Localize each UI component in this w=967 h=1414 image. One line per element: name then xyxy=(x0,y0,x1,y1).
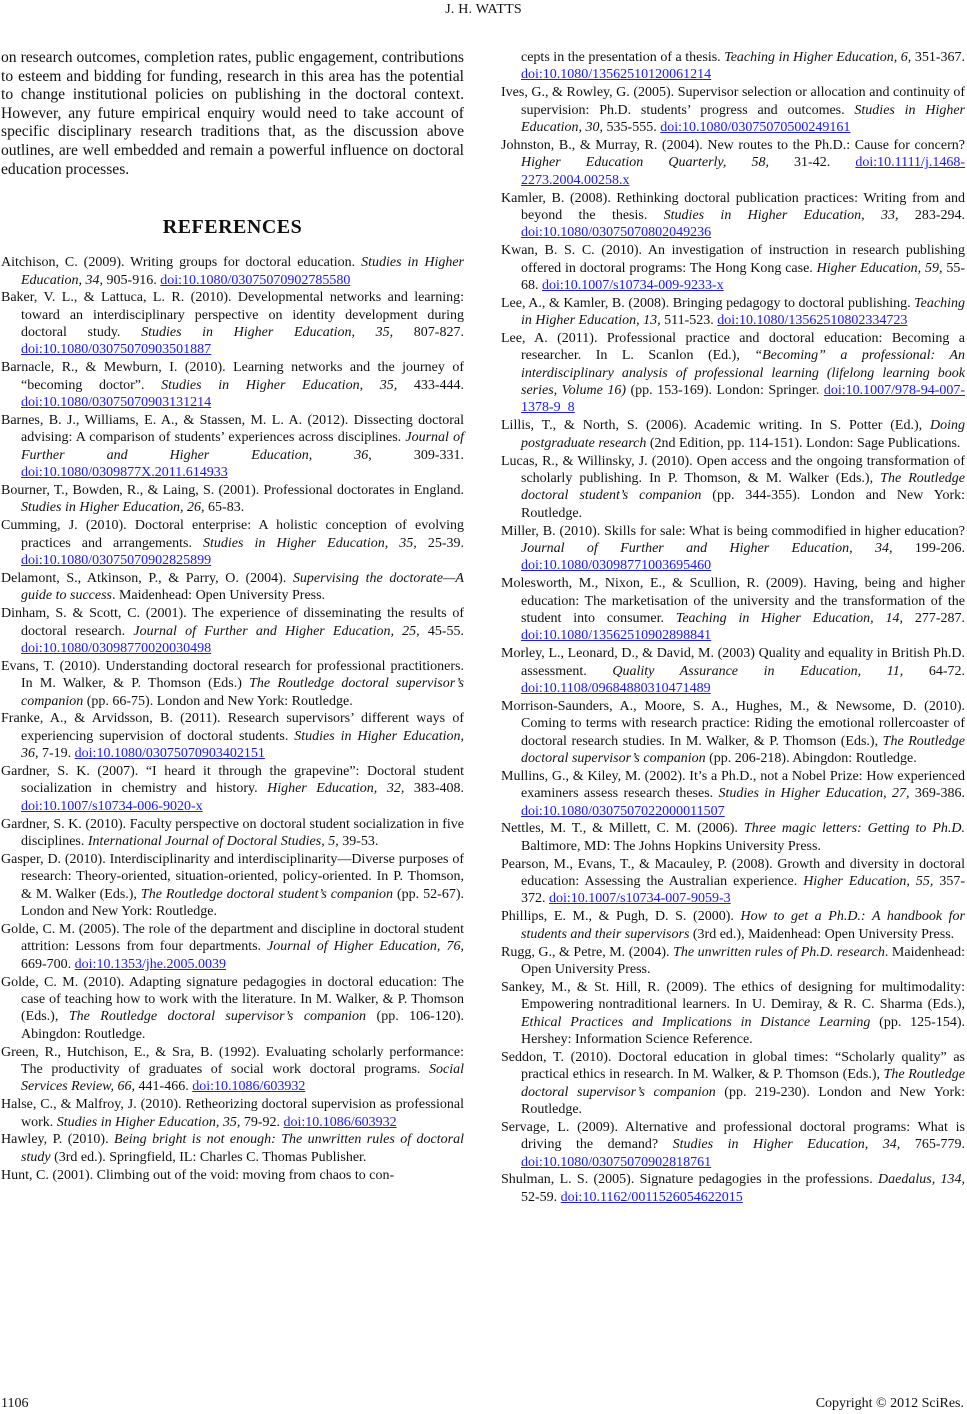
doi-link[interactable]: doi:10.1086/603932 xyxy=(192,1079,306,1095)
reference-source-title: Journal of Further and Higher Education, 36, xyxy=(21,430,464,463)
reference-text: 79-92. xyxy=(240,1114,284,1130)
doi-link[interactable]: doi:10.1108/09684880310471489 xyxy=(521,680,711,696)
reference-entry xyxy=(501,575,965,644)
reference-source-title: Studies in Higher Education, 26, xyxy=(21,500,205,516)
reference-text: Bourner, T., Bowden, R., & Laing, S. (2001). Professional doctorates in England. xyxy=(1,483,464,498)
reference-entry xyxy=(501,1119,965,1171)
doi-link[interactable]: doi:10.1080/03098770020030498 xyxy=(21,640,212,656)
reference-source-title: Studies in Higher Education, 33, xyxy=(663,207,899,223)
reference-source-title: Studies in Higher Education, 30, xyxy=(521,102,966,135)
reference-text: Hunt, C. (2001). Climbing out of the void: moving from chaos to con- xyxy=(1,1167,395,1183)
reference-source-title: Quality Assurance in Education, 11, xyxy=(612,663,904,679)
reference-source-title: Supervising the doctorate—A guide to success xyxy=(21,570,464,604)
reference-source-title: Higher Education, 55, xyxy=(803,874,934,890)
reference-source-title: “Becoming” a professional: An interdisciplinary analysis of professional learning (lifelong learning book series, Volume 16) xyxy=(521,348,965,399)
reference-text: 25-39. xyxy=(416,535,464,551)
reference-text: (pp. 344-355). London and New York: Routledge. xyxy=(521,488,965,521)
reference-text: Molesworth, M., Nixon, E., & Scullion, R. (2009). Having, being and higher education: The marketisation of the university and the transformation of the student into consumer. xyxy=(501,576,965,626)
reference-source-title: Doing postgraduate research xyxy=(521,418,965,451)
reference-text: . Maidenhead: Open University Press. xyxy=(111,588,326,604)
reference-text: Gardner, S. K. (2010). Faculty perspective on doctoral student socialization in five disciplines. xyxy=(1,816,464,850)
reference-entry xyxy=(501,190,965,242)
reference-text: Lillis, T., & North, S. (2006). Academic writing. In S. Potter (Ed.), xyxy=(501,418,930,434)
doi-link[interactable]: doi:10.1007/978-94-007-1378-9_8 xyxy=(521,383,966,416)
reference-entry xyxy=(501,1049,965,1118)
reference-entry xyxy=(501,84,965,136)
doi-link[interactable]: doi:10.1111/j.1468-2273.2004.00258.x xyxy=(521,155,965,188)
doi-link[interactable]: doi:10.1080/03075070902785580 xyxy=(160,272,351,288)
reference-source-title: Studies in Higher Education, 35, xyxy=(141,325,394,341)
reference-text: Baker, V. L., & Lattuca, L. R. (2010). Developmental networks and learning: toward an interdisciplinary perspective on identity development during doctoral study. xyxy=(1,290,464,341)
reference-source-title: Studies in Higher Education, 35, xyxy=(203,535,417,551)
doi-link[interactable]: doi:10.1080/03075070903501887 xyxy=(21,342,212,358)
reference-entry xyxy=(501,137,965,189)
reference-text: Nettles, M. T., & Millett, C. M. (2006). xyxy=(501,821,744,837)
reference-text: cepts in the presentation of a thesis. xyxy=(521,50,725,65)
reference-text: 765-779. xyxy=(900,1137,965,1153)
reference-text: Kamler, B. (2008). Rethinking doctoral publication practices: Writing from and beyond the thesis. xyxy=(501,190,965,223)
reference-entry xyxy=(501,768,965,820)
reference-entry xyxy=(501,417,965,452)
doi-link[interactable]: doi:10.1080/03075070902818761 xyxy=(521,1154,712,1170)
reference-text: 357-372. xyxy=(521,874,965,907)
reference-source-title: Journal of Higher Education, 76, xyxy=(267,939,464,955)
reference-text: 64-72. xyxy=(903,663,965,679)
body-paragraph: on research outcomes, completion rates, public engagement, contributions to esteem and bidding for funding, research in this area has the potential to change institutional policies on publishing in the doctoral context. However, any future empirical enquiry would need to take account of specific disciplinary research traditions that, as the discussion above outlines, are well embedded and remain a powerful influence on doctoral education processes. xyxy=(1,49,464,178)
reference-entry xyxy=(501,856,965,908)
reference-entry xyxy=(1,1044,464,1096)
doi-link[interactable]: doi:10.1080/03075070902825899 xyxy=(21,552,212,568)
doi-link[interactable]: doi:10.1007/s10734-007-9059-3 xyxy=(549,891,731,907)
reference-entry xyxy=(1,710,464,762)
reference-text: Baltimore, MD: The Johns Hopkins University Press. xyxy=(521,838,821,854)
copyright-notice: Copyright © 2012 SciRes. xyxy=(815,1396,964,1411)
reference-text: Delamont, S., Atkinson, P., & Parry, O. (2004). xyxy=(1,570,293,586)
reference-entry xyxy=(1,658,464,710)
reference-text: 277-287. xyxy=(903,610,965,626)
page-number: 1106 xyxy=(1,1396,29,1411)
reference-entry xyxy=(1,921,464,973)
reference-text: Golde, C. M. (2005). The role of the department and discipline in doctoral student attrition: Lessons from four departments. xyxy=(1,921,464,955)
reference-text: Gardner, S. K. (2007). “I heard it through the grapevine”: Doctoral student socialization in chemistry and history. xyxy=(1,764,464,797)
reference-text: (2nd Edition, pp. 114-151). London: Sage Publications. xyxy=(646,435,961,451)
reference-text: 7-19. xyxy=(38,746,75,762)
reference-text: Halse, C., & Malfroy, J. (2010). Retheorizing doctoral supervision as professional work. xyxy=(1,1097,464,1130)
reference-entry xyxy=(501,49,965,84)
reference-text: Green, R., Hutchison, E., & Sra, B. (1992). Evaluating scholarly performance: The productivity of graduates of social work doctoral programs. xyxy=(1,1044,464,1077)
reference-entry xyxy=(1,851,464,920)
doi-link[interactable]: doi:10.1080/13562510120061214 xyxy=(521,67,712,83)
reference-source-title: Studies in Higher Education, 35, xyxy=(56,1114,241,1130)
reference-text: (3rd ed.). Springfield, IL: Charles C. Thomas Publisher. xyxy=(50,1149,367,1165)
reference-entry xyxy=(1,570,464,605)
left-column xyxy=(1,49,464,1185)
reference-text: Barnes, B. J., Williams, E. A., & Stassen, M. L. A. (2012). Dissecting doctoral advising: A comparison of students’ experiences across disciplines. xyxy=(1,413,464,446)
reference-entry xyxy=(501,295,965,330)
reference-source-title: Studies in Higher Education, 27, xyxy=(718,786,910,802)
reference-text: . Maidenhead: Open University Press. xyxy=(521,944,965,977)
reference-text: 383-408. xyxy=(404,781,464,797)
reference-entry xyxy=(501,523,965,575)
reference-source-title: Studies in Higher Education, 35, xyxy=(161,377,398,393)
reference-text: Barnacle, R., & Mewburn, I. (2010). Learning networks and the journey of “becoming doctor”. xyxy=(1,360,464,393)
reference-entry xyxy=(501,944,965,979)
reference-source-title: Journal of Further and Higher Education, 25, xyxy=(133,623,420,639)
reference-source-title: The Routledge doctoral supervisor’s companion xyxy=(68,1009,367,1025)
reference-text: 369-386. xyxy=(909,786,966,802)
reference-text: 433-444. xyxy=(397,377,464,393)
reference-entry xyxy=(501,242,965,294)
reference-text: 351-367. xyxy=(911,50,965,65)
doi-link[interactable]: doi:10.1080/13562510902898841 xyxy=(521,628,712,644)
reference-text: Phillips, E. M., & Pugh, D. S. (2000). xyxy=(501,909,741,925)
reference-text: 905-916. xyxy=(103,272,161,288)
reference-text: Rugg, G., & Petre, M. (2004). xyxy=(501,944,674,960)
reference-text: Pearson, M., Evans, T., & Macauley, P. (2008). Growth and diversity in doctoral education: Assessing the Australian experience. xyxy=(501,856,965,890)
reference-text: 65-83. xyxy=(204,500,245,516)
reference-source-title: Teaching in Higher Education, 14, xyxy=(675,610,904,626)
reference-text: Servage, L. (2009). Alternative and professional doctoral programs: What is driving the demand? xyxy=(501,1119,965,1153)
reference-list-right xyxy=(501,49,965,1206)
reference-entry xyxy=(1,289,464,358)
doi-link[interactable]: doi:10.1080/03075070903402151 xyxy=(74,746,265,762)
reference-text: Gasper, D. (2010). Interdisciplinarity and interdisciplinarity—Diverse purposes of research: Theory-oriented, situation-oriented, policy-oriented. In P. Thomson, & M. Walker (Eds.), xyxy=(1,851,464,902)
reference-text: Dinham, S. & Scott, C. (2001). The experience of disseminating the results of doctoral research. xyxy=(1,606,464,639)
reference-source-title: Teaching in Higher Education, 13, xyxy=(521,295,965,329)
reference-source-title: Studies in Higher Education, 34, xyxy=(672,1137,901,1153)
reference-entry xyxy=(501,645,965,697)
reference-text: Aitchison, C. (2009). Writing groups for doctoral education. xyxy=(1,255,362,271)
reference-entry xyxy=(1,974,464,1043)
reference-source-title: Higher Education Quarterly, 58, xyxy=(521,155,769,171)
reference-text: Franke, A., & Arvidsson, B. (2011). Research supervisors’ different ways of experiencing supervision of doctoral students. xyxy=(1,711,464,744)
reference-entry xyxy=(1,412,464,481)
reference-source-title: Higher Education, 32, xyxy=(267,781,405,797)
doi-link[interactable]: doi:10.1353/jhe.2005.0039 xyxy=(74,956,226,972)
reference-source-title: Daedalus, 134, xyxy=(878,1172,965,1188)
doi-link[interactable]: doi:10.1007/s10734-006-9020-x xyxy=(21,798,203,814)
reference-text: 55-68. xyxy=(521,260,965,293)
reference-source-title: Journal of Further and Higher Education, 34, xyxy=(521,540,893,556)
reference-source-title: International Journal of Doctoral Studies, 5, xyxy=(87,834,339,850)
reference-source-title: Ethical Practices and Implications in Distance Learning xyxy=(521,1014,871,1030)
running-header: J. H. WATTS xyxy=(445,2,522,17)
reference-text: Evans, T. (2010). Understanding doctoral research for professional practitioners. In M. Walker, & P. Thomson (Eds.) xyxy=(1,658,464,692)
reference-text: 669-700. xyxy=(21,956,75,972)
reference-text: Morley, L., Leonard, D., & David, M. (2003) Quality and equality in British Ph.D. assessment. xyxy=(501,646,965,679)
reference-text: 807-827. xyxy=(393,325,464,341)
right-column xyxy=(501,49,965,1207)
reference-source-title: Studies in Higher Education, 36, xyxy=(21,728,464,762)
reference-text: 199-206. xyxy=(892,540,965,556)
reference-text: Ives, G., & Rowley, G. (2005). Supervisor selection or allocation and continuity of supervision: Ph.D. students’ progress and outcomes. xyxy=(501,85,965,118)
reference-source-title: The Routledge doctoral student’s companion xyxy=(521,471,965,504)
reference-source-title: Three magic letters: Getting to Ph.D. xyxy=(743,821,965,837)
reference-text: Shulman, L. S. (2005). Signature pedagogies in the professions. xyxy=(501,1172,879,1188)
doi-link[interactable]: doi:10.1080/13562510802334723 xyxy=(717,313,908,329)
reference-text: 31-42. xyxy=(768,155,856,171)
reference-source-title: The unwritten rules of Ph.D. research xyxy=(673,944,885,960)
reference-source-title: Higher Education, 59, xyxy=(816,260,943,276)
reference-text: Seddon, T. (2010). Doctoral education in global times: “Scholarly quality” as practical ethics in research. In M. Walker, & P. Thomson (Eds.), xyxy=(501,1049,965,1083)
reference-source-title: Being bright is not enough: The unwritten rules of doctoral study xyxy=(21,1132,464,1165)
reference-entry xyxy=(1,605,464,657)
reference-entry xyxy=(1,254,464,289)
reference-entry xyxy=(501,908,965,943)
reference-entry xyxy=(1,816,464,851)
reference-source-title: The Routledge doctoral supervisor’s companion xyxy=(521,1067,965,1100)
reference-text: Lee, A. (2011). Professional practice and doctoral education: Becoming a researcher. In L. Scanlon (Ed.), xyxy=(501,331,965,364)
reference-text: 441-466. xyxy=(135,1079,193,1095)
reference-entry xyxy=(1,359,464,411)
reference-text: Hawley, P. (2010). xyxy=(1,1132,115,1148)
reference-text: (pp. 206-218). Abingdon: Routledge. xyxy=(705,750,917,766)
references-heading: REFERENCES xyxy=(162,216,303,239)
reference-entry xyxy=(501,979,965,1048)
reference-source-title: Social Services Review, 66, xyxy=(21,1061,464,1095)
reference-text: 283-294. xyxy=(898,207,965,223)
reference-text: (pp. 125-154). Hershey: Information Science Reference. xyxy=(521,1014,965,1047)
reference-text: Lucas, R., & Willinsky, J. (2010). Open access and the ongoing transformation of scholarly publishing. In P. Thomson, & M. Walker (Eds.), xyxy=(501,453,965,486)
reference-text: (pp. 106-120). Abingdon: Routledge. xyxy=(21,1009,464,1042)
reference-text: (pp. 66-75). London and New York: Routledge. xyxy=(83,693,353,709)
doi-link[interactable]: doi:10.1080/03098771003695460 xyxy=(521,558,712,574)
reference-entry xyxy=(501,1171,965,1206)
reference-source-title: Teaching in Higher Education, 6, xyxy=(724,50,912,65)
doi-link[interactable]: doi:10.1086/603932 xyxy=(283,1114,397,1130)
reference-entry xyxy=(1,482,464,517)
reference-entry xyxy=(1,1131,464,1166)
reference-source-title: The Routledge doctoral supervisor’s companion xyxy=(21,676,464,709)
reference-entry xyxy=(501,698,965,767)
doi-link[interactable]: doi:10.1007/s10734-009-9233-x xyxy=(542,277,724,293)
reference-text: Cumming, J. (2010). Doctoral enterprise: A holistic conception of evolving practices and arrangements. xyxy=(1,518,464,551)
reference-source-title: The Routledge doctoral student’s companion xyxy=(140,886,394,902)
reference-text: 309-331. xyxy=(371,447,464,463)
reference-entry xyxy=(1,763,464,815)
reference-source-title: Studies in Higher Education, 34, xyxy=(21,255,465,288)
reference-text: Golde, C. M. (2010). Adapting signature pedagogies in doctoral education: The case of teaching how to work with the literature. In M. Walker, & P. Thomson (Eds.), xyxy=(1,974,464,1025)
reference-entry xyxy=(501,330,965,417)
reference-text: Mullins, G., & Kiley, M. (2002). It’s a Ph.D., not a Nobel Prize: How experienced examiners assess research theses. xyxy=(501,768,965,802)
reference-source-title: How to get a Ph.D.: A handbook for students and their supervisors xyxy=(521,909,965,942)
doi-link[interactable]: doi:10.1080/0307507022000011507 xyxy=(521,803,725,819)
reference-text: 511-523. xyxy=(660,313,718,329)
reference-text: (pp. 52-67). London and New York: Routledge. xyxy=(21,886,464,919)
reference-text: 45-55. xyxy=(419,623,464,639)
doi-link[interactable]: doi:10.1162/0011526054622015 xyxy=(560,1189,743,1205)
doi-link[interactable]: doi:10.1080/03075070802049236 xyxy=(521,225,712,241)
reference-text: Lee, A., & Kamler, B. (2008). Bringing pedagogy to doctoral publishing. xyxy=(501,295,915,311)
doi-link[interactable]: doi:10.1080/0309877X.2011.614933 xyxy=(21,465,228,481)
reference-text: (3rd ed.), Maidenhead: Open University Press. xyxy=(689,926,955,942)
reference-source-title: The Routledge doctoral supervisor’s companion xyxy=(521,733,965,766)
reference-text: Miller, B. (2010). Skills for sale: What is being commodified in higher education? xyxy=(501,523,965,539)
reference-text: (pp. 219-230). London and New York: Routledge. xyxy=(521,1084,965,1117)
reference-text: Johnston, B., & Murray, R. (2004). New routes to the Ph.D.: Cause for concern? xyxy=(501,137,965,153)
reference-entry xyxy=(1,517,464,569)
reference-text: Sankey, M., & St. Hill, R. (2009). The ethics of designing for multimodality: Empowering nontraditional learners. In U. Demiray, & R. C. Sharma (Eds.), xyxy=(501,979,965,1013)
doi-link[interactable]: doi:10.1080/03075070903131214 xyxy=(21,395,212,411)
reference-entry xyxy=(501,453,965,522)
reference-entry xyxy=(1,1167,464,1184)
reference-text: 39-53. xyxy=(338,834,379,850)
reference-entry xyxy=(501,820,965,855)
reference-text: 535-555. xyxy=(603,119,661,135)
reference-text: 52-59. xyxy=(521,1189,561,1205)
doi-link[interactable]: doi:10.1080/03075070500249161 xyxy=(660,119,851,135)
reference-text: (pp. 153-169). London: Springer. xyxy=(626,383,824,399)
reference-list-left xyxy=(1,254,464,1184)
reference-text: Morrison-Saunders, A., Moore, S. A., Hughes, M., & Newsome, D. (2010). Coming to terms with research practice: Riding the emotional rollercoaster of doctoral research studies. In M. Walker, & P. Thomson (Eds.), xyxy=(501,698,965,749)
reference-text: Kwan, B. S. C. (2010). An investigation of instruction in research publishing offered in doctoral programs: The Hong Kong case. xyxy=(501,243,965,276)
reference-entry xyxy=(1,1096,464,1131)
